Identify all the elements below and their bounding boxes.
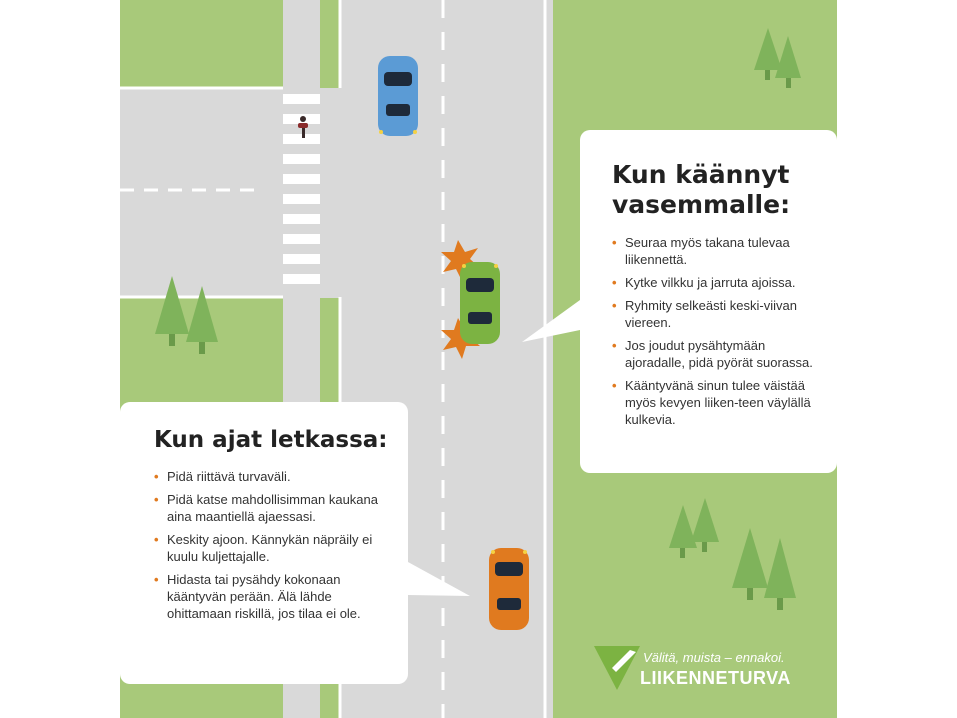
list-item: • Ryhmity selkeästi keski-viivan viereen. xyxy=(612,297,817,331)
right-bubble-list xyxy=(612,234,817,434)
list-item: • Seuraa myös takana tulevaa liikennettä. xyxy=(612,234,817,268)
grass-top-left xyxy=(120,0,283,88)
right-bubble-title xyxy=(612,160,790,220)
list-item: • Kääntyvänä sinun tulee väistää myös kevyen liiken-teen väylällä kulkevia. xyxy=(612,377,817,428)
car-icon xyxy=(378,56,418,136)
grass-top-left-strip xyxy=(320,0,340,88)
list-item: • Pidä katse mahdollisimman kaukana aina maantiellä ajaessasi. xyxy=(154,491,384,525)
logo-wordmark: LIIKENNETURVA xyxy=(640,668,791,688)
list-item: • Jos joudut pysähtymään ajoradalle, pidä pyörät suorassa. xyxy=(612,337,817,371)
left-bubble-title: Kun ajat letkassa: xyxy=(154,427,388,453)
right-bubble-title-line1: Kun käännyt xyxy=(612,160,790,189)
right-bubble-title-line2: vasemmalle: xyxy=(612,190,791,219)
list-item: • Keskity ajoon. Kännykän näpräily ei kuulu kuljettajalle. xyxy=(154,531,384,565)
car-icon xyxy=(489,548,529,630)
left-bubble-list xyxy=(154,468,384,628)
logo-tagline: Välitä, muista – ennakoi. xyxy=(643,650,785,665)
list-item: • Kytke vilkku ja jarruta ajoissa. xyxy=(612,274,817,291)
list-item: • Pidä riittävä turvaväli. xyxy=(154,468,384,485)
list-item: • Hidasta tai pysähdy kokonaan kääntyvän perään. Älä lähde ohittamaan riskillä, jos tilaa ei ole. xyxy=(154,571,384,622)
car-icon xyxy=(460,262,500,344)
